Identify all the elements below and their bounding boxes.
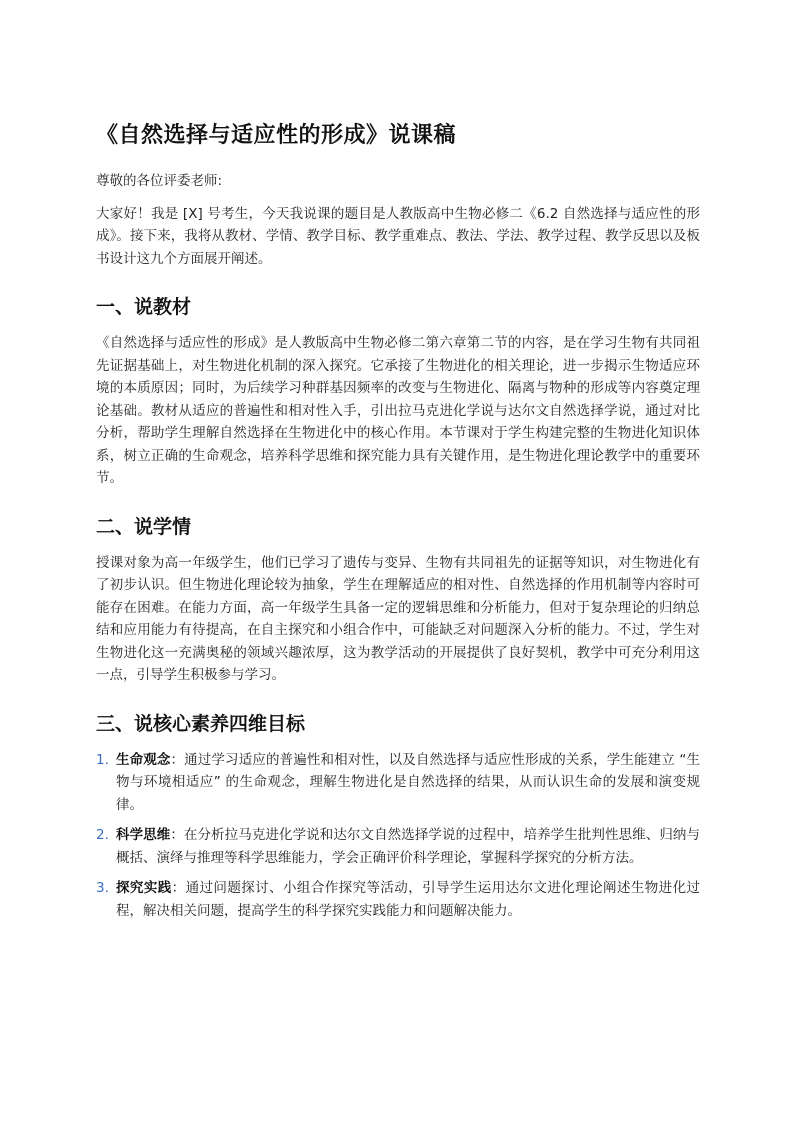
list-number: 3.	[96, 880, 109, 896]
intro-paragraph: 大家好！我是 [X] 号考生，今天我说课的题目是人教版高中生物必修二《6.2 自然选择与适应性的形成》。接下来，我将从教材、学情、教学目标、教学重难点、教法、学法、教学过程、教学反思以及板书设计这九个方面展开阐述。	[96, 205, 700, 267]
section-heading-textbook: 一、说教材	[96, 296, 192, 318]
goal-item-scientific-thinking	[96, 824, 700, 869]
goal-text: ：通过学习适应的普遍性和相对性，以及自然选择与适应性形成的关系，学生能建立 “生物与环境相适应” 的生命观念，理解生物进化是自然选择的结果，从而认识生命的发展和演变规律。	[116, 751, 700, 813]
list-number: 1.	[96, 751, 109, 768]
goal-text: ：在分析拉马克进化学说和达尔文自然选择学说的过程中，培养学生批判性思维、归纳与概括、演绎与推理等科学思维能力，学会正确评价科学理论，掌握科学探究的分析方法。	[116, 827, 701, 866]
section-body-students: 授课对象为高一年级学生，他们已学习了遗传与变异、生物有共同祖先的证据等知识，对生物进化有了初步认识。但生物进化理论较为抽象，学生在理解适应的相对性、自然选择的作用机制等内容时可能存在困难。在能力方面，高一年级学生具备一定的逻辑思维和分析能力，但对于复杂理论的归纳总结和应用能力有待提高，在自主探究和小组合作中，可能缺乏对问题深入分析的能力。不过，学生对生物进化这一充满奥秘的领域兴趣浓厚，这为教学活动的开展提供了良好契机，教学中可充分利用这一点，引导学生积极参与学习。	[96, 554, 700, 683]
section-heading-goals: 三、说核心素养四维目标	[96, 712, 306, 735]
section-heading-students: 二、说学情	[96, 515, 192, 538]
goal-term: 科学思维	[116, 827, 171, 843]
goal-item-inquiry-practice	[96, 877, 700, 922]
goal-term: 探究实践	[116, 880, 172, 896]
document-page	[96, 118, 700, 930]
list-number: 2.	[96, 827, 109, 843]
goals-list	[96, 749, 700, 923]
goal-item-life-concept	[96, 749, 700, 817]
document-title: 《自然选择与适应性的形成》说课稿	[96, 123, 457, 148]
goal-term: 生命观念	[116, 751, 171, 768]
salutation: 尊敬的各位评委老师:	[96, 173, 223, 189]
goal-text: ：通过问题探讨、小组合作探究等活动，引导学生运用达尔文进化理论阐述生物进化过程，解决相关问题，提高学生的科学探究实践能力和问题解决能力。	[116, 880, 701, 919]
section-body-textbook: 《自然选择与适应性的形成》是人教版高中生物必修二第六章第二节的内容，是在学习生物有共同祖先证据基础上，对生物进化机制的深入探究。它承接了生物进化的相关理论，进一步揭示生物适应环境的本质原因；同时，为后续学习种群基因频率的改变与生物进化、隔离与物种的形成等内容奠定理论基础。教材从适应的普遍性和相对性入手，引出拉马克进化学说与达尔文自然选择学说，通过对比分析，帮助学生理解自然选择在生物进化中的核心作用。本节课对于学生构建完整的生物进化知识体系，树立正确的生命观念，培养科学思维和探究能力具有关键作用，是生物进化理论教学中的重要环节。	[96, 335, 700, 486]
